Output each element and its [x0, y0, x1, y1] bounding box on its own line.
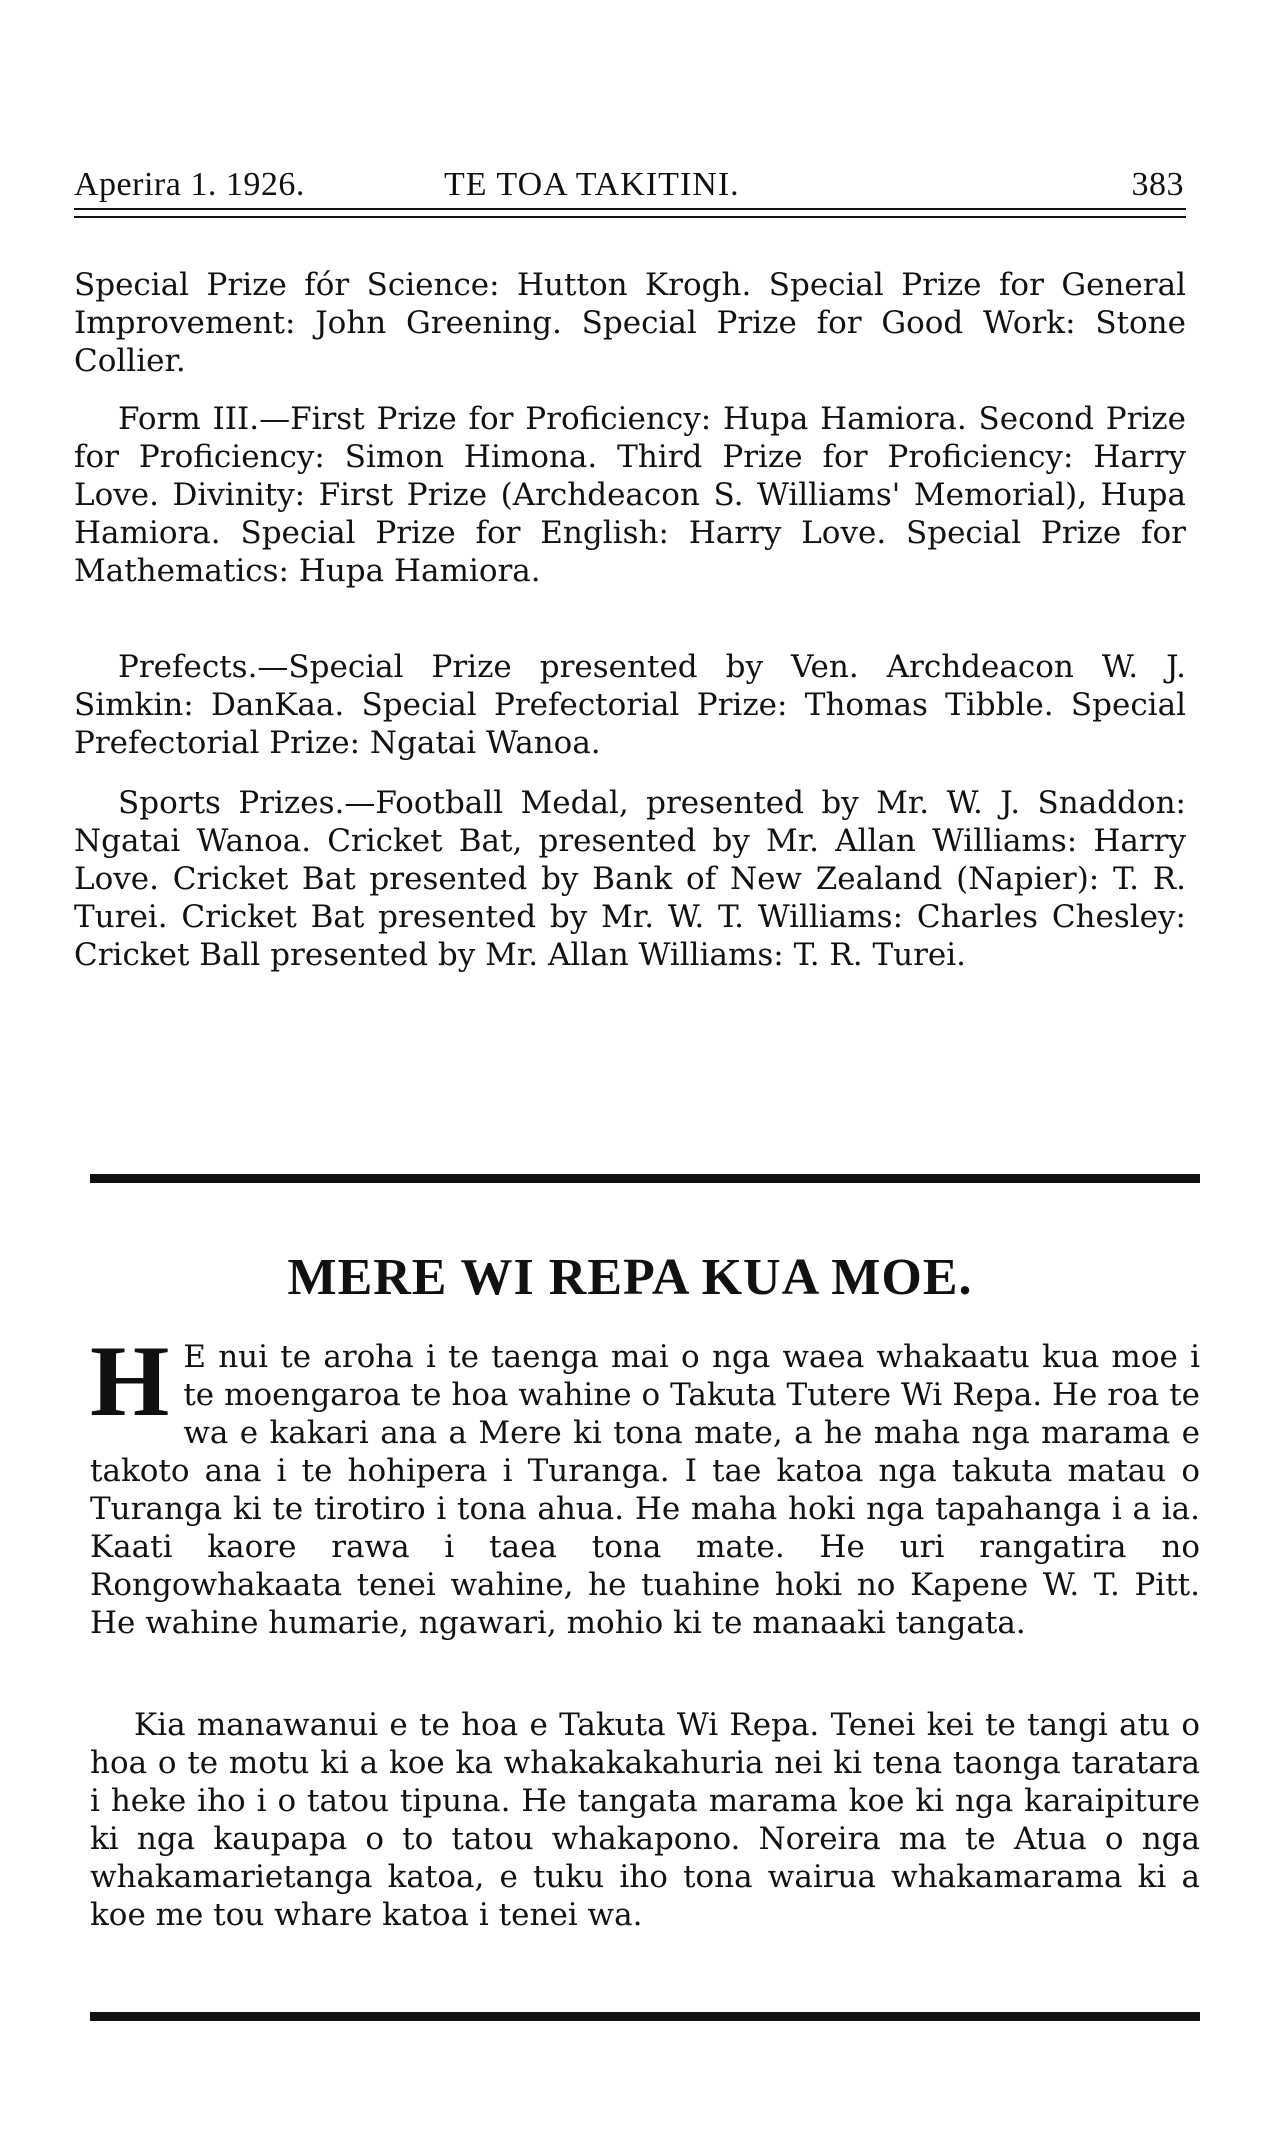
article-paragraph-1-text: E nui te aroha i te taenga mai o nga waea whakaatu kua moe i te moengaroa te hoa wahine o Takuta Tutere Wi Repa. He roa te wa e kakari ana a Mere ki tona mate, a he maha nga marama e takoto ana i te hohipera i Turanga. I tae katoa nga takuta matau o Turanga ki te tirotiro i tona ahua. He maha hoki nga tapahanga i a ia. Kaati kaore rawa i taea tona mate. He uri rangatira no Rongowhakaata tenei wahine, he tuahine hoki no Kapene W. T. Pitt. He wahine humarie, ngawari, mohio ki te manaaki tangata. [90, 1339, 1200, 1641]
header-title: TE TOA TAKITINI. [444, 166, 740, 203]
form-three-paragraph: Form III.—First Prize for Proficiency: Hupa Hamiora. Second Prize for Proficiency: Simon Himona. Third Prize for Proficiency: Harry Love. Divinity: First Prize (Archdeacon S. Williams' Memorial), Hupa Hamiora. Special Prize for English: Harry Love. Special Prize for Mathematics: Hupa Hamiora. [74, 401, 1186, 589]
section-divider [90, 1174, 1200, 1183]
article-paragraph-2: Kia manawanui e te hoa e Takuta Wi Repa. Tenei kei te tangi atu o hoa o te motu ki a koe ka whakakakahuria nei ki tena taonga taratara i heke iho i o tatou tipuna. He tangata marama koe ki nga karaipiture ki nga kaupapa o to tatou whakapono. Noreira ma te Atua o nga whakamarietanga katoa, e tuku iho tona wairua whakamarama ki a koe me tou whare katoa i tenei wa. [90, 1707, 1200, 1933]
drop-cap: H [90, 1325, 170, 1438]
running-header [74, 166, 1184, 206]
prizes-continued-paragraph: Special Prize fór Science: Hutton Krogh. Special Prize for General Improvement: John Greening. Special Prize for Good Work: Stone Collier. [74, 267, 1186, 379]
article-paragraph-1 [90, 1325, 1200, 1642]
prefects-paragraph: Prefects.—Special Prize presented by Ven. Archdeacon W. J. Simkin: DanKaa. Special Prefectorial Prize: Thomas Tibble. Special Prefectorial Prize: Ngatai Wanoa. [74, 649, 1186, 761]
header-date: Aperira 1. 1926. [74, 166, 305, 203]
article-title: MERE WI REPA KUA MOE. [287, 1249, 973, 1306]
header-rule-lower [74, 216, 1186, 218]
header-page-number: 383 [1131, 166, 1184, 203]
sports-paragraph: Sports Prizes.—Football Medal, presented by Mr. W. J. Snaddon: Ngatai Wanoa. Cricket Bat, presented by Mr. Allan Williams: Harry Love. Cricket Bat presented by Bank of New Zealand (Napier): T. R. Turei. Cricket Bat presented by Mr. W. T. Williams: Charles Chesley: Cricket Ball presented by Mr. Allan Williams: T. R. Turei. [74, 785, 1186, 973]
header-rule-upper [74, 208, 1186, 210]
footer-divider [90, 2012, 1200, 2021]
